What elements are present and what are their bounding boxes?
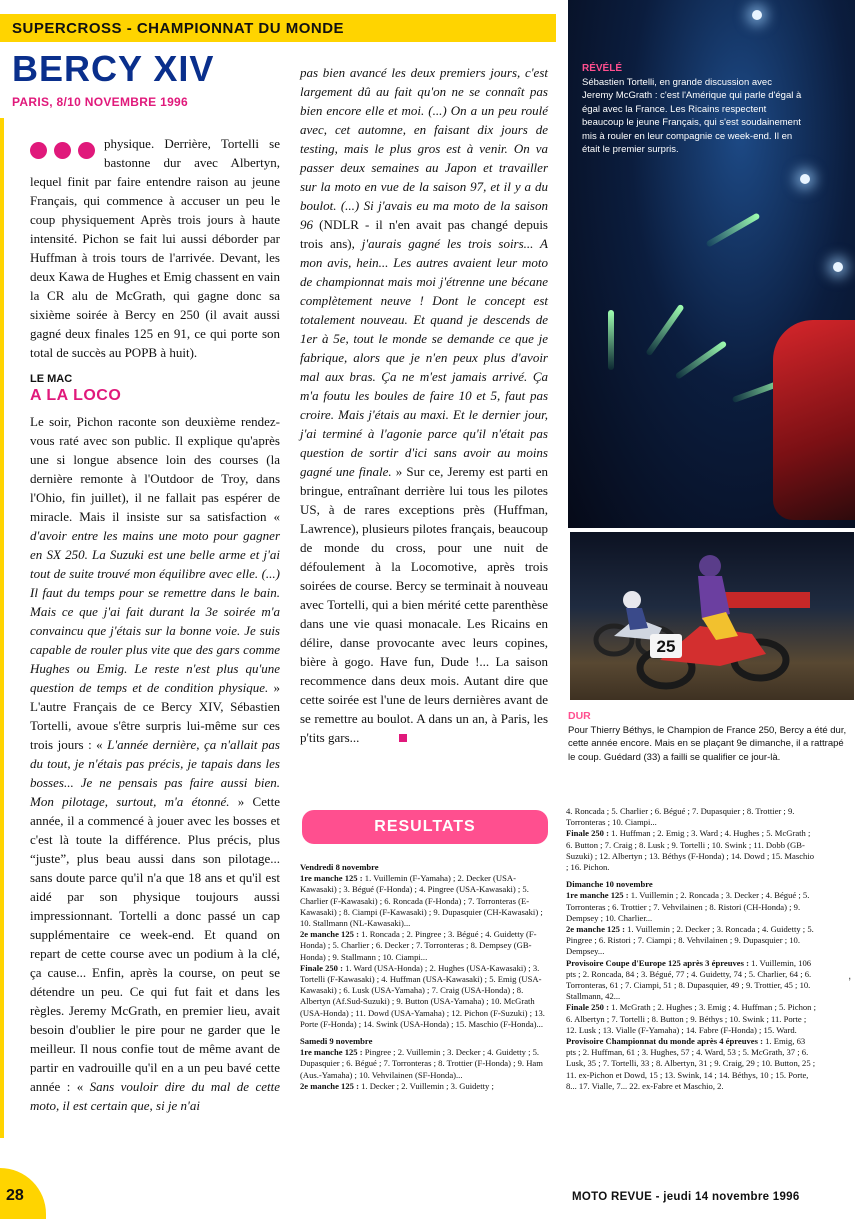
quote-run: Sans vouloir dire du mal de cette moto, il est certain que, si je n'ai [30,1079,280,1113]
photo-tortelli-mcgrath [568,0,855,528]
green-light-beam [608,310,614,370]
quote-run: pas bien avancé les deux premiers jours, c'est largement dû au fait qu'on ne se connaît pas bien encore elle et moi. (...) On a un peu roulé avec, cet automne, en faisant dix jours de testing, mais le plus gros est à venir. On va passer deux semaines au Japon et travailler sur la moto en vue de la saison 97, et il y a du boulot. (...) Si j'avais eu ma moto de la saison 96 [300,65,548,232]
results-day-heading: Dimanche 10 novembre [566,879,653,890]
results-entry [300,963,550,1030]
end-of-article-mark [399,734,407,742]
results-entry-label: 2e manche 125 : [300,1080,359,1091]
results-entry-label: Provisoire Coupe d'Europe 125 après 3 épreuves : [566,957,749,968]
subhead-kicker: LE MAC [30,373,73,385]
stadium-light [752,10,762,20]
edge-mark: , [848,968,852,982]
pink-dot-icon [30,142,47,159]
advertising-banner [720,592,810,608]
photo-caption [582,62,802,157]
caption-text: Sébastien Tortelli, en grande discussion avec Jeremy McGrath : c'est l'Amérique qui parle d'égal à égal avec la France. Les Ricains respectent beaucoup le jeune Français, qui s'est soudainement mis à rouler en leur compagnie ce week-end. Il en était le premier surpris. [582,76,802,155]
photo-bethys-race [570,532,854,700]
article-paragraph [30,412,280,1115]
caption-title: RÉVÉLÉ [582,63,623,74]
results-entry-label: Finale 250 : [566,1002,609,1013]
caption-text: Pour Thierry Béthys, le Champion de France 250, Bercy a été dur, cette année encore. Mais en se plaçant 9e dimanche, il a rattrapé le coup. Guédard (33) a failli se qualifier ce jour-là. [568,724,847,763]
race-illustration [570,532,854,700]
results-entry-text: Pingree ; 2. Vuillemin ; 3. Decker ; 4. Guidetty ; 5. Dupasquier ; 6. Bégué ; 7. Torronteras ; 8. Trottier (F-Honda) ; 9. Ham (Aus.-Yamaha) ; 10. Vehvilainen (SF-Honda)... [300,1047,543,1080]
results-title: RESULTATS [374,818,476,835]
green-light-beam [645,304,684,357]
results-entry-label: 2e manche 125 : [566,924,625,935]
quote-run: j'aurais gagné les trois soirs... A mon avis, hein... Les autres avaient leur moto de championnat mais moi j'étrenne une bécane complètement neuve ! Dont le concept est totalement nouveau. Et quand je descends de 1er à 5e, tout le monde se demande ce que je fabrique, alors que je n'en peux plus d'avoir mal aux bras. Ça ne m'est jamais arrivé. Ça m'a foutu les boules de faire 10 et 5, faut pas croire. Mais j'étais au maxi. Et le dernier jour, j'ai terminé à l'agonie parce qu'il n'était pas question de sortir d'ici sans avoir au moins gagné une finale. [300,236,548,479]
article-title: BERCY XIV [12,48,215,89]
results-entry [300,929,550,963]
results-entry [566,958,816,1003]
subhead-title: A LA LOCO [30,387,122,404]
results-entry-text: 1. Emig, 63 pts ; 2. Huffman, 61 ; 3. Hughes, 57 ; 4. Ward, 53 ; 5. McGrath, 37 ; 6. Lusk, 35 ; 7. Tortelli, 33 ; 8. Albertyn, 31 ; 9. Craig, 29 ; 10. Button, 25 ; 11. ex-Pichon et Dowd, 15 ; 13. Swink, 14 ; 14. Béthys, 10 ; 15. Porte, 8... 17. Vialle, 7... 22. ex-Fabre et Maschio, 2. [566,1036,816,1091]
rider-helmet [699,555,721,577]
section-kicker: SUPERCROSS - CHAMPIONNAT DU MONDE [12,20,345,37]
results-entry-text: 4. Roncada ; 5. Charlier ; 6. Bégué ; 7. Dupasquier ; 8. Trottier ; 9. Torronteras ; 10. Ciampi... [566,806,795,828]
article-paragraph: physique. Derrière, Tortelli se bastonne dur avec Albertyn, lequel finit par faire entendre raison au jeune Français, qui commence à accuser un peu le coup physiquement Après trois jours à haute intensité. Pichon se fait lui aussi déborder par Huffman à trois tours de l'arrivée. Devant, les deux Kawa de Hughes et Emig chassent en vain la CR alu de McGrath, qui gagne donc sa sixième soirée à Bercy en 250 (il avait aussi gagné deux finales 125 en 91, ce qui porte son total de succès au POPB à huit). [30,136,280,360]
article-dateline: PARIS, 8/10 NOVEMBRE 1996 [12,95,189,109]
results-entry-text: 1. Ward (USA-Honda) ; 2. Hughes (USA-Kawasaki) ; 3. Tortelli (F-Kawasaki) ; 4. Huffman (USA-Kawasaki) ; 5. Emig (USA-Kawasaki) ; 6. Lusk (USA-Yamaha) ; 7. Craig (USA-Honda) ; 8. Albertyn (Af.Sud-Suzuki) ; 9. Button (USA-Yamaha) ; 10. McGrath (USA-Honda) ; 11. Dowd (USA-Yamaha) ; 12. Pichon (F-Suzuki) ; 13. Porte (F-Honda) ; 14. Swink (USA-Honda) ; 15. Maschio (F-Honda)... [300,962,545,1029]
text-run: (NDLR - il n'en avait pas changé depuis trois ans), [300,217,548,251]
article-paragraph [300,63,548,747]
rider-silhouette [773,320,855,520]
results-entry [566,828,816,873]
text-run: Le soir, Pichon raconte son deuxième rendez-vous raté avec son public. Il explique qu'après une si longue absence loin des courses (la dernière remonte à l'Outdoor de Troy, dans l'Ohio, fin juillet), il ne fallait pas espérer de miracle. Mais il insiste sur sa satisfaction « [30,414,280,524]
results-entry-label: Provisoire Championnat du monde après 4 épreuves : [566,1036,763,1047]
text-run: » Cette année, il a commencé à jouer avec les bosses et c'est là toute la différence. Plus précis, plus “juste”, plus beau aussi dans son pilotage... sans doute parce qu'il n'a que 18 ans et qu'il est aidé par son physique toujours aussi impressionnant. Tortelli a donc passé un cap supplémentaire ce week-end. Et quand on repart de cette course avec un podium à la clé, ça cause... Enfin, après la course, on peut se détendre un peu. Ce qui fut fait et dans les règles. Jeremy McGrath, en premier lieu, avait besoin d'oublier le pire pour ne garder que le meilleur. Il nous confie tout de même avant de partir en vadrouille qu'il en a un peu bavé cette année : « [30,794,280,1094]
green-light-beam [675,340,728,379]
left-yellow-rule [0,118,4,1138]
quote-run: d'avoir entre les mains une moto pour gagner en SX 250. La Suzuki est une belle arme et j'ai tout de suite trouvé mon équilibre avec elle. (...) Il faut du temps pour se remettre dans le bain. Mais ce que j'ai fait durant la 3e soirée m'a convaincu que j'étais sur la bonne voie. Je suis capable de rouler plus vite que des gars comme Hughes ou Emig. Le reste n'est plus qu'une question de temps et de condition physique. [30,528,280,695]
page-number: 28 [6,1187,24,1204]
rider-helmet [623,591,641,609]
results-banner [302,810,548,844]
results-entry-label: 1re manche 125 : [566,890,629,901]
stadium-light [800,174,810,184]
results-entry-text: 1. Vuillemin, 106 pts ; 2. Roncada, 84 ; 3. Bégué, 77 ; 4. Guidetty, 74 ; 5. Charlier, 64 ; 6. Torronteras, 61 ; 7. Ciampi, 51 ; 8. Dupasquier, 49 ; 9. Trottier, 45 ; 10. Stallmann, 42... [566,957,812,1002]
results-entry [300,1047,550,1081]
article-column-2 [300,63,548,747]
results-entry-text: 1. McGrath ; 2. Hughes ; 3. Emig ; 4. Huffman ; 5. Pichon ; 6. Albertyn ; 7. Tortelli ; 8. Button ; 9. Béthys ; 10. Swink ; 11. Porte ; 12. Lusk ; 13. Vialle (F-Yamaha) ; 14. Fabre (F-Honda) ; 15. Ward. [566,1002,816,1035]
results-entry-label: 2e manche 125 : [300,929,359,940]
caption-title: DUR [568,710,591,722]
results-entry-text: 1. Decker ; 2. Vuillemin ; 3. Guidetty ; [358,1080,494,1091]
results-entry-text: 1. Roncada ; 2. Pingree ; 3. Bégué ; 4. Guidetty (F-Honda) ; 5. Charlier ; 6. Decker ; 7. Torronteras ; 8. Dempsey (GB-Honda) ; 9. Stallmann ; 10. Ciampi... [300,929,537,962]
results-entry [300,1081,550,1092]
publication-footer: MOTO REVUE - jeudi 14 novembre 1996 [572,1191,800,1203]
results-day-heading: Samedi 9 novembre [300,1036,373,1047]
results-entry [566,1002,816,1036]
photo-caption [568,710,851,764]
results-entry [566,1036,816,1092]
results-entry-text: 1. Vuillemin ; 2. Roncada ; 3. Decker ; 4. Bégué ; 5. Torronteras ; 6. Trottier ; 7. Vehvilainen ; 8. Ristori (CH-Honda) ; 9. Dempsey ; 10. Charlier... [566,890,810,923]
quote-run: L'année dernière, ça n'allait pas du tout, je n'étais pas précis, je tapais dans les bosses... Je ne pensais pas faire aussi bien. Mon pilotage, surtout, m'a étonné. [30,737,280,809]
pink-dot-icon [54,142,71,159]
results-entry-label: 1re manche 125 : [300,873,363,884]
results-entry [566,890,816,924]
header-kicker-band [0,0,556,44]
green-light-beam [706,212,761,247]
text-run: » L'autre Français de ce Bercy XIV, Sébastien Tortelli, avoue s'être surpris lui-même sur ces trois jours : « [30,680,280,752]
results-column-1 [300,856,550,1092]
results-entry-label: Finale 250 : [566,828,609,839]
plate-number: 25 [656,637,676,656]
results-entry [300,873,550,929]
results-entry-text: 1. Vuillemin (F-Yamaha) ; 2. Decker (USA-Kawasaki) ; 3. Bégué (F-Honda) ; 4. Pingree (USA-Kawasaki) ; 5. Charlier (F-Kawasaki) ; 6. Roncada (F-Honda) ; 7. Torronteras (E-Kawasaki) ; 8. Ciampi (F-Kawasaki) ; 9. Dupasquier (CH-Kawasaki) ; 10. Stallmann (NL-Kawasaki)... [300,873,543,929]
article-column-1 [30,134,280,1115]
results-entry [566,806,816,828]
bullet-dots [30,134,102,162]
results-entry-text: 1. Vuillemin ; 2. Decker ; 3. Roncada ; 4. Guidetty ; 5. Pingree ; 6. Ristori ; 7. Ciampi ; 8. Vehvilainen ; 9. Dupasquier ; 10. Dempsey... [566,924,814,957]
stadium-light [833,262,843,272]
pink-dot-icon [78,142,95,159]
results-day-heading: Vendredi 8 novembre [300,862,379,872]
text-run: » Sur ce, Jeremy est parti en bringue, entraînant derrière lui tous les pilotes US, à de rares exceptions près (Huffman, Lawrence), plusieurs pilotes français, beaucoup de monde du cross, pour une nuit de défoulement à la Locomotive, après trois soirées de course. Bercy se terminait à nouveau avec Tortelli, qui a bien mérité cette parenthèse dans une vie quasi monacale. Les Ricains en délire, danse provocante avec leurs copines, bière à gogo. Have fun, Dude !... La saison recommence dans deux mois. Autant dire que cette soirée est l'une de leurs dernières avant de se remettre au boulot. A dans un an, à Paris, les p'tits gars... [300,464,548,745]
results-entry-text: 1. Huffman ; 2. Emig ; 3. Ward ; 4. Hughes ; 5. McGrath ; 6. Button ; 7. Craig ; 8. Lusk ; 9. Tortelli ; 10. Swink ; 11. Dobb (GB-Suzuki) ; 12. Albertyn ; 13. Béthys (F-Honda) ; 14. Dowd ; 15. Maschio ; 16. Pichon. [566,828,815,873]
results-entry-label: Finale 250 : [300,962,343,973]
results-entry [566,924,816,958]
results-entry-label: 1re manche 125 : [300,1047,363,1058]
results-column-2 [566,806,816,1092]
